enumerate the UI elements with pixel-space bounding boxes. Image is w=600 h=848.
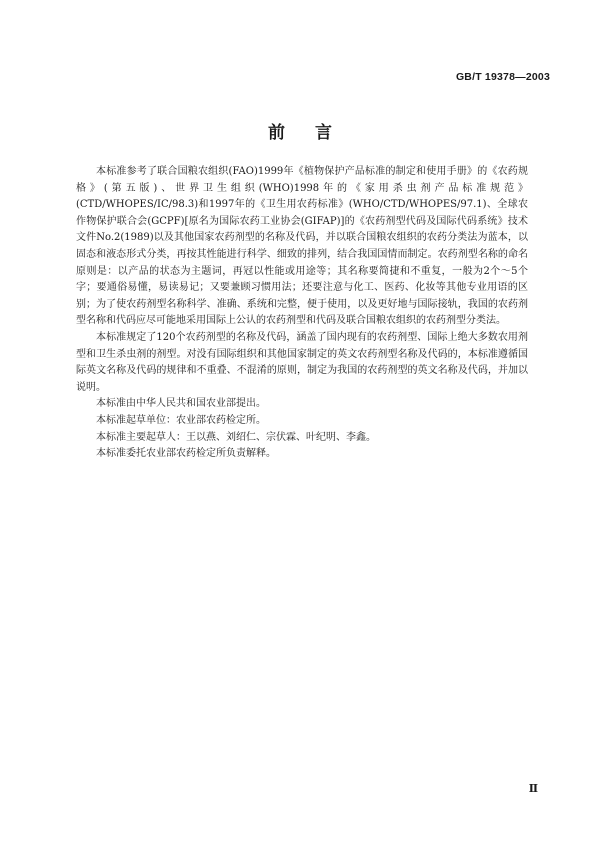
page-title [0, 118, 600, 143]
paragraph-references: 本标准参考了联合国粮农组织(FAO)1999年《植物保护产品标准的制定和使用手册》的《农药规格》(第五版)、世界卫生组织(WHO)1998年的《家用杀虫剂产品标准规范》(CTD/WHOPES/IC/98.3)和1997年的《卫生用农药标准》(WHO/CTD/WHOPES/97.1)、全球农作物保护联合会(GCPF)[原名为国际农药工业协会(GIFAP)]的《农药剂型代码及国际代码系统》技术文件No.2(1989)以及其他国家农药剂型的名称及代码，并以联合国粮农组织的农药分类法为蓝本，以固态和液态形式分类，再按其性能进行科学、细致的排列，结合我国国情而制定。农药剂型名称的命名原则是：以产品的状态为主题词，再冠以性能或用途等；其名称要简捷和不重复，一般为2个～5个字；要通俗易懂，易读易记；又要兼顾习惯用法；还要注意与化工、医药、化妆等其他专业用语的区别；为了使农药剂型名称科学、准确、系统和完整，便于使用，以及更好地与国际接轨，我国的农药剂型名称和代码应尽可能地采用国际上公认的农药剂型和代码及联合国粮农组织的农药剂型分类法。 [76, 166, 528, 327]
page-number: Ⅱ [528, 783, 538, 795]
paragraph-proposer: 本标准由中华人民共和国农业部提出。 [96, 398, 266, 410]
paragraph-interpretation: 本标准委托农业部农药检定所负责解释。 [96, 448, 276, 460]
paragraph-drafting-unit: 本标准起草单位：农业部农药检定所。 [96, 414, 266, 426]
foreword-body [76, 164, 528, 463]
paragraph-scope: 本标准规定了120个农药剂型的名称及代码，涵盖了国内现有的农药剂型、国际上绝大多数农用剂型和卫生杀虫剂的剂型。对没有国际组织和其他国家制定的英文农药剂型名称及代码的，本标准遵循国际英文名称及代码的规律和不重叠、不混淆的原则，制定为我国的农药剂型的英文名称及代码，并加以说明。 [76, 331, 528, 393]
standard-code: GB/T 19378—2003 [455, 71, 550, 83]
page-title-part2: 言 [315, 123, 332, 143]
paragraph-drafters: 本标准主要起草人：王以燕、刘绍仁、宗伏霖、叶纪明、李鑫。 [96, 431, 376, 443]
page-title-part1: 前 [268, 123, 285, 143]
